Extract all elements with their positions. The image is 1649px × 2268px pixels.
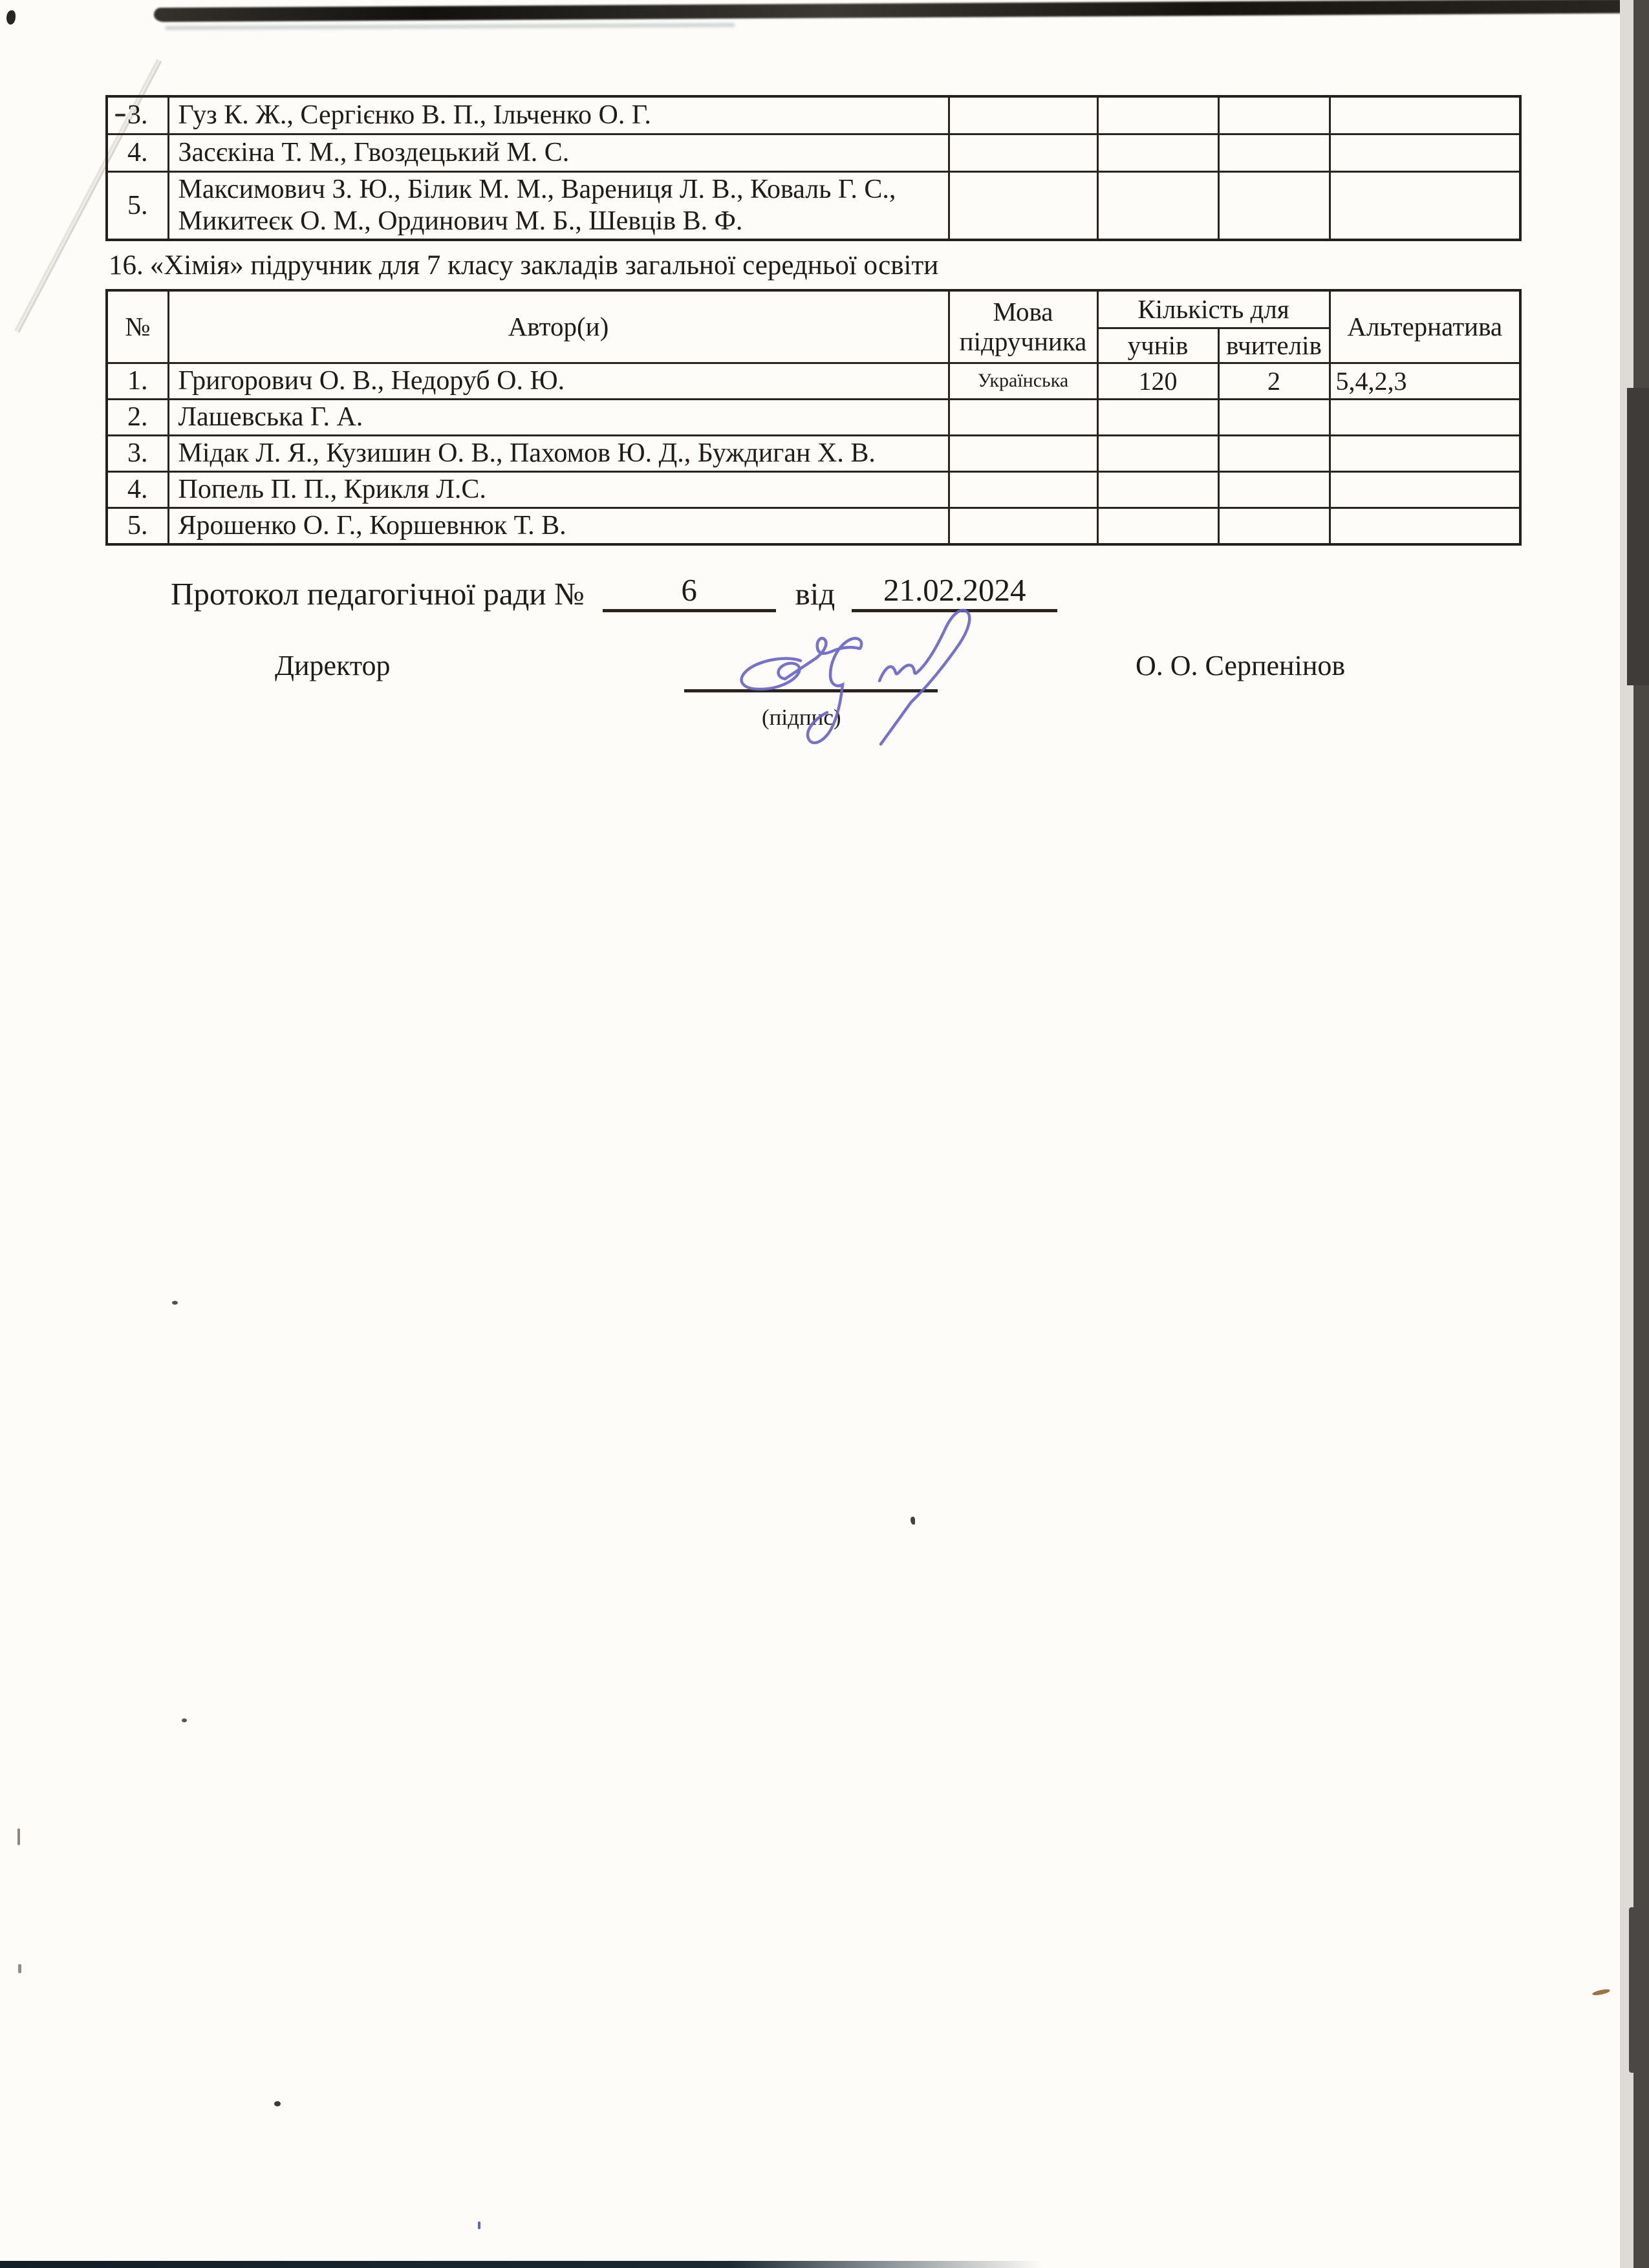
authors-cell: Гуз К. Ж., Сергієнко В. П., Ільченко О. Г. <box>168 96 949 134</box>
language-cell <box>949 508 1097 544</box>
scan-speck <box>478 2221 480 2229</box>
row-number: 4. <box>107 134 168 171</box>
scan-speck <box>172 1301 178 1305</box>
section-title: «Хімія» підручник для 7 класу закладів загальної середньої освіти <box>149 250 939 281</box>
scan-speck <box>182 1718 187 1722</box>
row-number: 1. <box>107 363 168 399</box>
language-cell <box>949 171 1097 240</box>
signature-caption: (підпис) <box>762 705 841 730</box>
authors-cell: Мідак Л. Я., Кузишин О. В., Пахомов Ю. Д., Буждиган Х. В. <box>168 435 949 471</box>
chemistry-approval-table <box>105 289 1522 546</box>
scan-speck <box>1592 1988 1611 1996</box>
row-number: 5. <box>107 171 168 240</box>
scan-right-edge-dark-lower <box>1629 1907 1649 2073</box>
row-number: 3. <box>107 435 168 471</box>
protocol-date: 21.02.2024 <box>883 572 1026 608</box>
table-row <box>107 363 1520 399</box>
table-row <box>107 96 1520 134</box>
scan-bottom-edge <box>0 2261 1042 2268</box>
section-heading <box>109 250 938 281</box>
col-header-teachers: вчителів <box>1218 328 1330 363</box>
authors-cell: Максимович З. Ю., Білик М. М., Варениця Л. В., Коваль Г. С., Микитеєк О. М., Ординович М. Б., Шевців В. Ф. <box>168 171 949 240</box>
teachers-cell <box>1218 435 1330 471</box>
teachers-cell <box>1218 508 1330 544</box>
authors-cell: Лашевська Г. А. <box>168 399 949 435</box>
table-row <box>107 508 1520 544</box>
alternative-cell <box>1330 171 1520 240</box>
students-cell <box>1097 471 1218 508</box>
protocol-label: Протокол педагогічної ради № <box>171 576 585 612</box>
scan-speck <box>18 1964 21 1973</box>
approval-table-partial <box>105 95 1522 241</box>
director-name: О. О. Серпенінов <box>1136 650 1346 681</box>
language-cell: Українська <box>949 363 1097 399</box>
students-cell <box>1097 435 1218 471</box>
authors-cell: Ярошенко О. Г., Коршевнюк Т. В. <box>168 508 949 544</box>
table-row <box>107 399 1520 435</box>
teachers-cell <box>1218 171 1330 240</box>
language-cell <box>949 96 1097 134</box>
protocol-number: 6 <box>681 572 697 608</box>
scan-right-edge-dark-upper <box>1627 388 1649 685</box>
col-header-students: учнів <box>1097 328 1218 363</box>
signature-stroke <box>879 665 916 681</box>
alternative-cell <box>1330 435 1520 471</box>
protocol-from-label: від <box>795 576 835 612</box>
table-row <box>107 134 1520 171</box>
scan-top-edge-streak <box>166 23 735 30</box>
alternative-cell <box>1330 471 1520 508</box>
students-cell <box>1097 96 1218 134</box>
authors-cell: Засєкіна Т. М., Гвоздецький М. С. <box>168 134 949 171</box>
signature-ink <box>666 592 996 760</box>
students-cell: 120 <box>1097 363 1218 399</box>
col-header-alternative: Альтернатива <box>1330 290 1520 363</box>
teachers-cell: 2 <box>1218 363 1330 399</box>
scan-speck <box>6 10 16 25</box>
alternative-cell <box>1330 508 1520 544</box>
row-number: 3. <box>107 96 168 134</box>
table-row <box>107 171 1520 240</box>
authors-cell: Попель П. П., Крикля Л.С. <box>168 471 949 508</box>
students-cell <box>1097 399 1218 435</box>
col-header-authors: Автор(и) <box>168 290 949 363</box>
director-label: Директор <box>275 650 391 681</box>
scan-speck <box>274 2101 281 2106</box>
header-row <box>107 290 1520 328</box>
signature-stroke <box>881 610 969 744</box>
teachers-cell <box>1218 399 1330 435</box>
alternative-cell: 5,4,2,3 <box>1330 363 1520 399</box>
language-cell <box>949 134 1097 171</box>
students-cell <box>1097 134 1218 171</box>
teachers-cell <box>1218 471 1330 508</box>
students-cell <box>1097 508 1218 544</box>
teachers-cell <box>1218 96 1330 134</box>
table-row <box>107 471 1520 508</box>
language-cell <box>949 471 1097 508</box>
row-number: 5. <box>107 508 168 544</box>
authors-cell: Григорович О. В., Недоруб О. Ю. <box>168 363 949 399</box>
col-header-number: № <box>107 290 168 363</box>
row-number: 2. <box>107 399 168 435</box>
students-cell <box>1097 171 1218 240</box>
scan-speck <box>911 1517 915 1524</box>
col-header-language: Мова підручника <box>949 290 1097 363</box>
alternative-cell <box>1330 134 1520 171</box>
scan-top-edge-shadow <box>154 0 1649 22</box>
alternative-cell <box>1330 96 1520 134</box>
language-cell <box>949 435 1097 471</box>
col-header-quantity: Кількість для <box>1097 290 1330 328</box>
scan-speck <box>17 1828 20 1845</box>
language-cell <box>949 399 1097 435</box>
section-number: 16. <box>109 250 144 281</box>
alternative-cell <box>1330 399 1520 435</box>
teachers-cell <box>1218 134 1330 171</box>
row-number: 4. <box>107 471 168 508</box>
table-row <box>107 435 1520 471</box>
signature-stroke <box>808 638 861 743</box>
